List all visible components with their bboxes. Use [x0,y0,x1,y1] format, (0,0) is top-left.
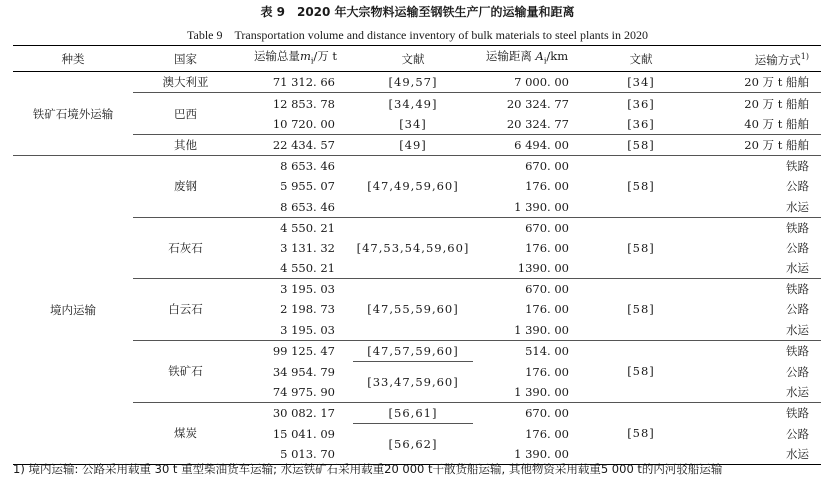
header-row [13,46,821,72]
table-row [13,156,821,177]
cell-ref: [56,61] [353,402,473,423]
cell-distance: 7 000. 00 [473,72,581,93]
cell-mass: 8 653. 46 [238,196,353,217]
cell-country: 其他 [133,134,238,155]
cell-ref: [34] [353,114,473,135]
header-country: 国家 [133,46,238,72]
cell-mass: 4 550. 21 [280,220,335,235]
cell-ref: [49,57] [353,72,473,93]
cell-ref2: [58] [581,279,701,341]
cell-mode: 公路 [786,364,809,379]
cell-ref2: [34] [581,72,701,93]
cell-ref2: [36] [581,114,701,135]
cell-distance: 670. 00 [525,220,569,235]
cell-ref: [56,62] [353,423,473,464]
cell-mass: 2 198. 73 [280,302,335,317]
cell-mode: 20 万 t 船舶 [701,134,821,155]
cell-mass: 74 975. 90 [238,382,353,403]
header-type: 种类 [13,46,133,72]
cell-distance: 1 390. 00 [473,196,581,217]
cell-mode: 水运 [701,258,821,279]
cell-mass: 3 131. 32 [280,240,335,255]
cell-mass: 3 195. 03 [280,282,335,297]
table-title-en: Table 9 Transportation volume and distance inventory of bulk materials to steel plants in 2020 [187,28,648,42]
cell-distance: 1 390. 00 [473,320,581,341]
cell-distance: 176. 00 [525,240,569,255]
cell-ref: [47,57,59,60] [353,340,473,361]
cell-ref: [47,55,59,60] [353,279,473,341]
cell-mode: 公路 [786,240,809,255]
cell-material: 煤炭 [133,402,238,464]
cell-mass: 4 550. 21 [238,258,353,279]
cell-mode: 水运 [701,196,821,217]
group-overseas: 铁矿石境外运输 [13,72,133,156]
cell-ref: [34,49] [388,96,438,111]
table-row [13,402,821,423]
group-domestic: 境内运输 [13,156,133,465]
cell-mass: 30 082. 17 [272,406,335,421]
cell-mode: 铁路 [786,159,809,174]
cell-mass: 8 653. 46 [280,159,335,174]
cell-distance: 20 324. 77 [473,114,581,135]
cell-mode: 水运 [701,320,821,341]
cell-material: 白云石 [133,279,238,341]
table-footnote: 1) 境内运输: 公路采用载重 30 t 重型柴油货车运输; 水运铁矿石采用载重20 000 t干散货船运输, 其他物资采用载重5 000 t的内河驳船运输 [13,462,723,476]
table-title-cn: 表 9 2020 年大宗物料运输至钢铁生产厂的运输量和距离 [260,5,575,19]
cell-mass: 5 013. 70 [238,444,353,465]
table-row [13,134,821,155]
header-mode: 运输方式$^{1)}$ [701,46,821,72]
cell-mode: 铁路 [786,406,809,421]
cell-mode: 公路 [786,179,809,194]
data-table [13,45,821,465]
header-ref2: 文献 [581,46,701,72]
cell-material: 石灰石 [133,217,238,279]
cell-distance: 670. 00 [525,282,569,297]
cell-material: 废钢 [133,156,238,218]
cell-distance: 670. 00 [525,159,569,174]
cell-ref2: [58] [581,156,701,218]
cell-mode: 20 万 t 船舶 [701,72,821,93]
table-row [13,279,821,300]
cell-mass: 71 312. 66 [238,72,353,93]
cell-mode: 公路 [786,426,809,441]
cell-mass: 5 955. 07 [280,179,335,194]
cell-mode: 40 万 t 船舶 [701,114,821,135]
cell-mode: 铁路 [786,282,809,297]
cell-mass: 10 720. 00 [238,114,353,135]
cell-distance: 1 390. 00 [473,444,581,465]
cell-distance: 1 390. 00 [473,382,581,403]
cell-ref2: [58] [581,402,701,464]
cell-mode: 铁路 [786,220,809,235]
cell-distance: 176. 00 [525,302,569,317]
table-row [13,72,821,93]
cell-mass: 99 125. 47 [272,344,335,359]
cell-distance: 6 494. 00 [473,134,581,155]
cell-distance: 176. 00 [525,179,569,194]
cell-ref: [49] [353,134,473,155]
cell-ref: [47,49,59,60] [353,156,473,218]
cell-ref2: [58] [581,340,701,402]
cell-mode: 20 万 t 船舶 [744,96,809,111]
cell-mode: 公路 [786,302,809,317]
cell-distance: 1390. 00 [473,258,581,279]
cell-distance: 670. 00 [525,406,569,421]
table-row [13,217,821,238]
cell-ref: [47,53,54,59,60] [353,217,473,279]
cell-ref2: [36] [627,96,655,111]
table-row [13,340,821,361]
cell-mass: 34 954. 79 [272,364,335,379]
cell-material: 铁矿石 [133,340,238,402]
cell-mode: 铁路 [786,344,809,359]
cell-country: 澳大利亚 [133,72,238,93]
cell-mode: 水运 [701,382,821,403]
cell-mass: 15 041. 09 [272,426,335,441]
header-ref: 文献 [353,46,473,72]
cell-ref2: [58] [581,134,701,155]
header-distance: 运输距离 $A_i/km$ [473,46,581,72]
cell-distance: 514. 00 [525,344,569,359]
cell-distance: 176. 00 [525,426,569,441]
cell-ref: [33,47,59,60] [353,361,473,402]
header-mass: 运输总量$m_i/$万 t [238,46,353,72]
table-row [13,93,821,114]
cell-country: 巴西 [133,93,238,134]
cell-ref2: [58] [581,217,701,279]
cell-mass: 3 195. 03 [238,320,353,341]
cell-mass: 22 434. 57 [238,134,353,155]
cell-mass: 12 853. 78 [272,96,335,111]
cell-distance: 176. 00 [525,364,569,379]
cell-distance: 20 324. 77 [506,96,569,111]
cell-mode: 水运 [701,444,821,465]
